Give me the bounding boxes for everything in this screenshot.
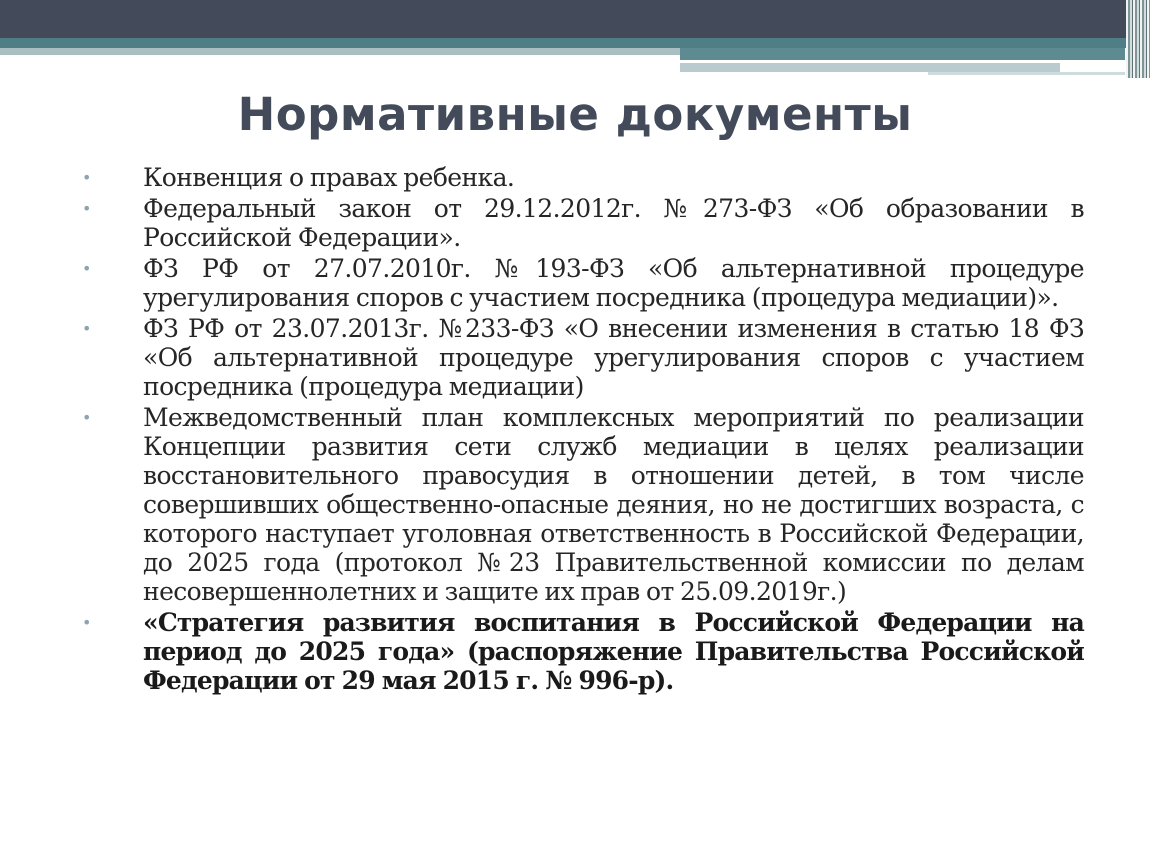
list-item — [80, 254, 1084, 312]
header-right-thin-line — [928, 72, 1125, 75]
list-item-text: Конвенция о правах ребенка. — [143, 163, 515, 192]
list-item — [80, 403, 1084, 606]
bullet-icon: • — [82, 168, 92, 187]
bullet-icon: • — [82, 199, 92, 218]
page-title: Нормативные документы — [237, 88, 913, 141]
bullet-icon: • — [82, 408, 92, 427]
list-item — [80, 314, 1084, 401]
header-teal-bar — [0, 38, 1150, 48]
header-vertical-stripes — [1126, 0, 1150, 78]
documents-list — [80, 163, 1084, 697]
header-light-stripe — [0, 48, 680, 55]
list-item — [80, 608, 1084, 695]
list-item-text: ФЗ РФ от 27.07.2010г. №193-ФЗ «Об альтернативной процедуре урегулирования споров с участием посредника (процедура медиации)». — [143, 254, 1084, 312]
list-item — [80, 194, 1084, 252]
list-item — [80, 163, 1084, 192]
header-right-light-stripe — [680, 63, 1060, 72]
bullet-icon: • — [82, 259, 92, 278]
list-item-text: Межведомственный план комплексных мероприятий по реализации Концепции развития сети служб медиации в целях реализации восстановительного правосудия в отношении детей, в том числе совершивших общественно-опасные деяния, но не достигших возраста, с которого наступает уголовная ответственность в Российской Федерации, до 2025 года (протокол №23 Правительственной комиссии по делам несовершеннолетних и защите их прав от 25.09.2019г.) — [143, 403, 1084, 606]
bullet-icon: • — [82, 613, 92, 632]
list-item-text-bold: «Стратегия развития воспитания в Российской Федерации на период до 2025 года» (распоряжение Правительства Российской Федерации от 29 мая 2015 г. № 996-р). — [143, 608, 1084, 695]
bullet-icon: • — [82, 319, 92, 338]
header-right-block — [680, 48, 1125, 60]
list-item-text: Федеральный закон от 29.12.2012г. №273-ФЗ «Об образовании в Российской Федерации». — [143, 194, 1084, 252]
header-dark-bar — [0, 0, 1150, 38]
list-item-text: ФЗ РФ от 23.07.2013г. №233-ФЗ «О внесении изменения в статью 18 ФЗ «Об альтернативной процедуре урегулирования споров с участием посредника (процедура медиации) — [143, 314, 1084, 401]
